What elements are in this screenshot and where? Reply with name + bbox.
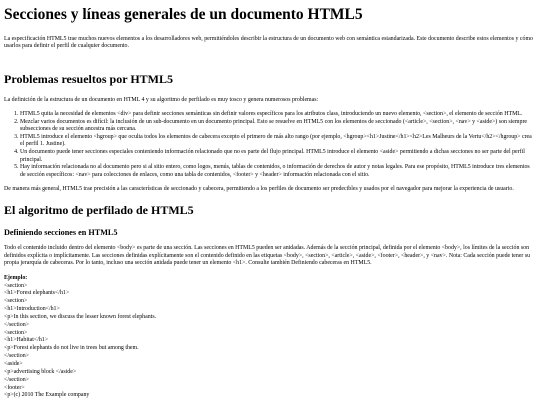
section-heading-problems: Problemas resueltos por HTML5 xyxy=(4,71,173,86)
problems-closing-paragraph: De manera más general, HTML5 trae precisión a las características de seccionado y cabecera, permitiendo a los perfiles de documento ser predecibles y usados por el navegador para mejorar la experiencia de usuario. xyxy=(4,186,514,193)
code-line: <p>In this section, we discuss the lesser known forest elephants. xyxy=(4,313,157,320)
code-line: </section> xyxy=(4,376,29,383)
intro-paragraph: La especificación HTML5 trae muchos nuevos elementos a los desarrolladores web, permitiéndoles describir la estructura de un documento web con semántica estandarizada. Este documento describe estos elementos y cómo usarlos para definir el perfil de cualquier documento. xyxy=(4,35,533,50)
algorithm-body-paragraph: Todo el contenido incluido dentro del elemento <body> es parte de una sección. Las secciones en HTML5 pueden ser anidadas. Además de la sección principal, definida por el elemento <body>, los límites de la sección son definidos explícita o implícitamente. Las secciones definidas explícitamente son el contenido definido en las etiquetas <body>, <section>, <article>, <aside>, <footer>, <header>, y <nav>. Nota: Cada sección puede tener su propia jerarquía de cabeceras. Por lo tanto, incluso una sección anidada puede tener un elemento <h1>. Consulte también Definiendo cabeceras en HTML5. xyxy=(4,245,531,267)
code-line: <section> xyxy=(4,282,28,289)
example-label: Ejemplo: xyxy=(4,275,28,281)
code-example xyxy=(4,283,536,401)
list-item: 4. Un documento puede tener secciones especiales conteniendo información relacionado que no es parte del flujo principal. HTML5 introduce el elemento <aside> permitiendo a dichas secciones no ser parte del perfil principal. xyxy=(20,149,536,164)
problems-list xyxy=(4,111,536,179)
code-line: <footer> xyxy=(4,384,25,391)
code-line: <h1>Forest elephants</h1> xyxy=(4,290,70,297)
page-title: Secciones y líneas generales de un documento HTML5 xyxy=(4,6,363,23)
list-item: 3. HTML5 introduce el elemento <hgroup> que oculta todos los elementos de cabecera excepto el primero de más alto rango (por ejemplo, <hgroup><h1>Justine</h1><h2>Les Malheurs de la Vertu</h2></hgroup> crea el perfil 1. Justine). xyxy=(20,134,536,149)
section-heading-algorithm: El algoritmo de perfilado de HTML5 xyxy=(4,202,194,217)
code-line: <p>advertising block </aside> xyxy=(4,368,77,375)
code-line: <h1>Introduction</h1> xyxy=(4,306,60,313)
code-line: <h1>Habitat</h1> xyxy=(4,337,49,344)
list-item: 5. Hay información relacionada no al documento pero si al sitio entero, como logos, menús, tablas de contenidos, o información de derechos de autor y notas legales. Para ese propósito, HTML5 introduce tres elementos de sección específicos: <nav> para colecciones de enlaces, como una tabla de contenidos, <footer> y <header> información relacionada con el sitio. xyxy=(20,164,536,179)
problems-lead-paragraph: La definición de la estructura de un documento en HTML 4 y su algoritmo de perfilado es muy tosco y genera numerosos problemas: xyxy=(4,96,319,103)
code-line: </section> xyxy=(4,353,29,360)
list-item: 1. HTML5 quita la necesidad de elementos <div> para definir secciones semánticas sin definir valores específicos para los atributos class, introduciendo un nuevo elemento, <section>, el elemento de sección HTML. xyxy=(20,111,536,119)
code-line: <aside> xyxy=(4,360,23,367)
code-line: <p>(c) 2010 The Example company xyxy=(4,392,90,399)
code-line: <section> xyxy=(4,298,28,305)
subheading-defining-sections: Definiendo secciones en HTML5 xyxy=(4,227,118,237)
code-line: <section> xyxy=(4,329,28,336)
list-item: 2. Mezclar varios documentos es difícil: la inclusión de un sub-documento en un documento principal. Esto se resuelve en HTML5 con los elementos de seccionado (<article>, <section>, <nav> y <aside>) son siempre subsecciones de su sección ancestra más cercana. xyxy=(20,119,536,134)
code-line: </section> xyxy=(4,321,29,328)
code-line: <p>Forest elephants do not live in trees but among them. xyxy=(4,345,139,352)
